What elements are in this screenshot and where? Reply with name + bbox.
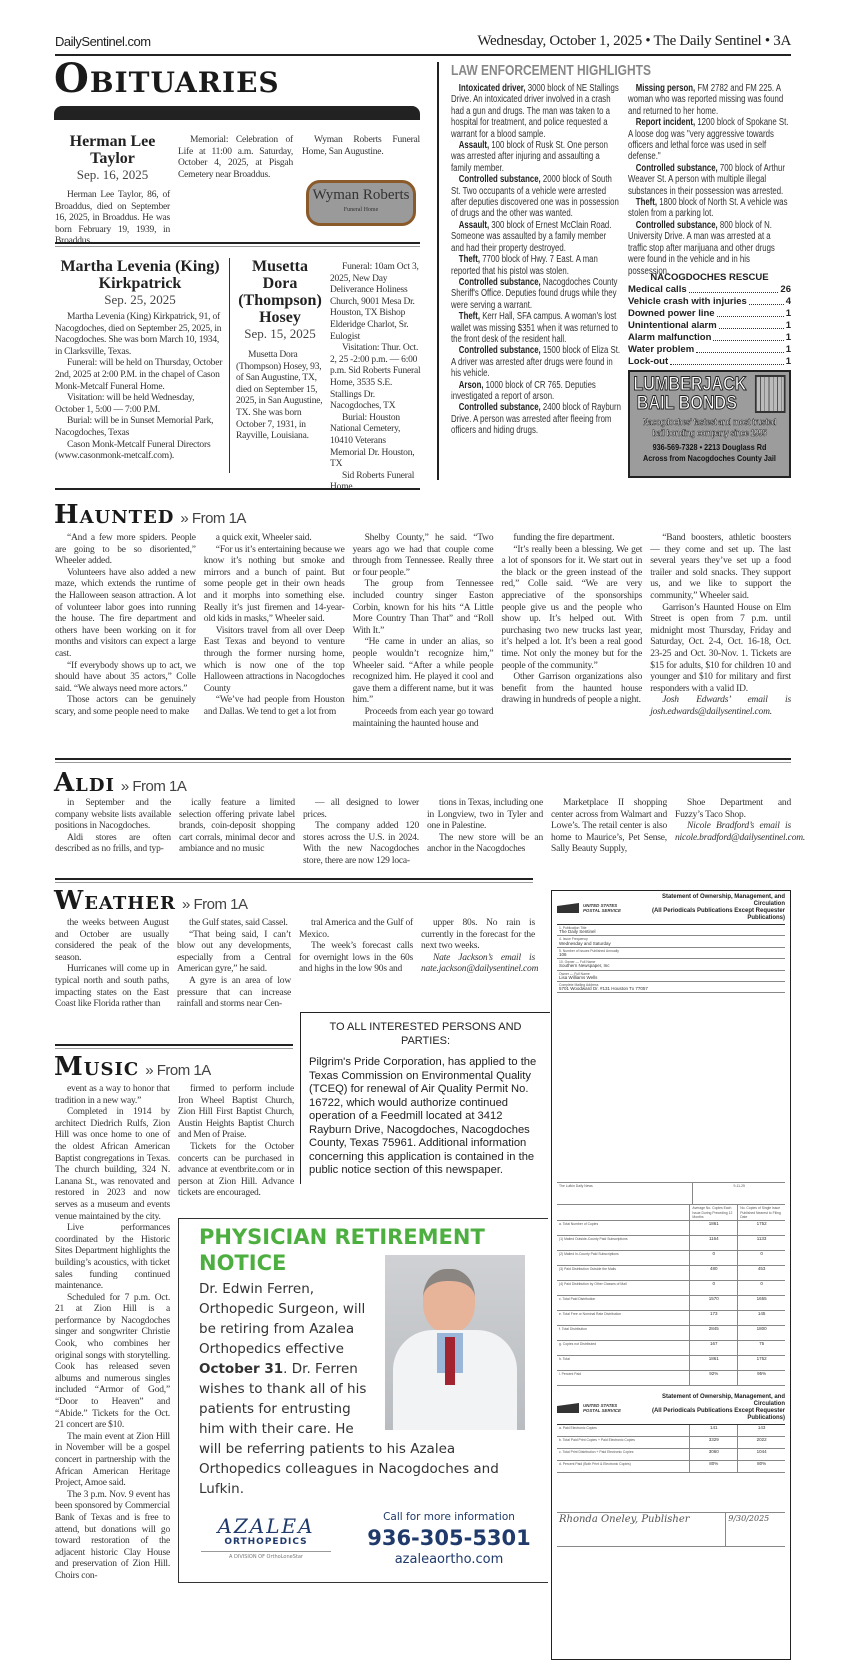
public-notice (300, 1012, 550, 1184)
aldi-title: Aldi » From 1A (54, 768, 187, 798)
physician-retirement-ad[interactable] (178, 1218, 548, 1583)
paragraph: Volunteers have also added a new maze, which extends the runtime of the Halloween season attraction. A lot of volunteer labor goes into running the house. The fire department and others have been working on it for months and visitors can expect a large cast. (55, 567, 196, 659)
form-row: (4) Paid Distribution by Other Classes of Mail 0 0 (557, 1281, 785, 1296)
law-item: Theft, Kerr Hall, SFA campus. A woman's lost wallet was missing $351 when it was returned to the front desk of the resident hall. (451, 311, 618, 345)
story-column (204, 533, 345, 719)
obit-text: Memorial: Celebration of Life at 11:00 a.m. Saturday, October 4, 2025, at Pisgah Cemetery near Broaddus. (178, 135, 293, 180)
paragraph: — all designed to lower prices. (303, 798, 419, 820)
paragraph: “And a few more spiders. People are going to be so disoriented,” Wheeler added. (55, 533, 196, 567)
paragraph: “We’ve had people from Houston and Dallas. We tend to get a lot from (203, 695, 345, 717)
form-row: g. Copies not Distributed 167 75 (557, 1341, 785, 1356)
paragraph: tions in Texas, including one in Longview, two in Tyler and one in Palestine. (427, 798, 543, 832)
form-title: Statement of Ownership, Management, and Circulation (661, 1394, 785, 1408)
ad-body: Dr. Edwin Ferren, Orthopedic Surgeon, will be retiring from Azalea Orthopedics effective October 31. Dr. Ferren wishes to thank all of his patients for entrusting him with their care. He will be referring patients to his Azalea Orthopedics colleagues in Nacogdoches and Lufkin. (199, 1281, 499, 1497)
law-column (628, 83, 791, 277)
story-column (55, 533, 196, 719)
paragraph: “He came in under an alias, so people wouldn’t recognize him,” Wheeler said. “After a while people recognized him. He played it cool and gave them a different name, but it was him.” (352, 637, 494, 706)
story-column (675, 798, 806, 844)
law-item: Missing person, FM 2782 and FM 225. A woman who was reported missing was found and returned to her home. (628, 83, 784, 117)
paragraph: A gyre is an area of low pressure that can increase rainfall and storms near Cen- (177, 975, 291, 1010)
paragraph: “It’s really been a blessing. We get a lot of sponsors for it. We start out in the black or the green instead of the red,” Colle said. “We are very appreciative of the sponsorships people give us and the people who show up. It’s helped out. With purchasing two new trucks last year, it’s helped a lot. It’s been a real good time. Not only the money but for the people of the community.” (501, 544, 643, 671)
notice-title: TO ALL INTERESTED PERSONS AND PARTIES: (329, 1021, 522, 1047)
law-item: Controlled substance, Nacogdoches County Sheriff's Office. Deputies found drugs while they were serving a warrant. (451, 276, 618, 311)
story-column (353, 533, 494, 730)
paragraph: in September and the company website lists available positions in Nacogdoches. (55, 798, 171, 832)
law-item: Theft, 1800 block of North St. A vehicle was stolen from a parking lot. (628, 197, 788, 220)
paragraph: event as a way to honor that tradition in a new way.” (55, 1084, 170, 1106)
form-row: 1. Publication Title The Daily Sentinel (557, 925, 785, 936)
paragraph: Aldi stores are often described as no frills, and typ- (55, 832, 171, 855)
paragraph: Other Garrison organizations also benefit from the haunted house drawing in hundreds of people a night. (501, 672, 643, 706)
divider (55, 882, 533, 883)
form-row: c. Total Print Distribution + Paid Electronic Copies 3060 1044 (557, 1449, 785, 1461)
obit-text: Wyman Roberts Funeral Home, San Augustine. (302, 135, 420, 157)
form-row: (3) Paid Distribution Outside the Mails 480 453 (557, 1266, 785, 1281)
ad-tagline: Nacogdoches' fastest and most trusted (642, 417, 777, 427)
byline: Nate Jackson’s email is nate.jackson@dailysentinel.com (421, 952, 539, 975)
rescue-title: NACOGDOCHES RESCUE (650, 272, 769, 283)
usps-brand: UNITED STATES POSTAL SERVICE (583, 903, 621, 913)
rescue-row: Lock-out 1 (628, 356, 791, 367)
obit-date: Sep. 25, 2025 (104, 292, 176, 307)
story-column (421, 918, 539, 976)
form-subtitle: (All Periodicals Publications Except Requester Publications) (651, 1408, 785, 1422)
paragraph: The week’s forecast calls for overnight lows in the 60s and highs in the low 90s and (299, 941, 413, 975)
story-column (299, 918, 413, 976)
form-row: (2) Mailed In-County Paid Subscriptions 0 0 (557, 1251, 785, 1266)
paragraph: Scheduled for 7 p.m. Oct. 21 at Zion Hill is a performance by Nacogdoches singer and songwriter Christie Cook, who combines her original songs with storytelling. Cook has released seven albums and numerous singles included “Armor of God,” “Door to Heaven” and “Abide.” Tickets for the Oct. 21 concert are $10. (55, 1292, 170, 1431)
music-title: Music » From 1A (54, 1052, 211, 1082)
story-column (501, 533, 642, 707)
ad-line: LUMBERJACK (633, 374, 747, 395)
circ-header: Average No. Copies Each Issue During Preceding 12 Months (690, 1205, 738, 1220)
rescue-box (628, 272, 791, 368)
paragraph: “Band boosters, athletic boosters — they come and set up. The last several years they’ve set up a food trailer and sold snacks. They support us, and we like to support the community,” Wheeler said. (650, 533, 791, 601)
paragraph: The main event at Zion Hill in November will be a gospel concert in partnership with the African American Heritage Project, Amoe said. (55, 1431, 170, 1489)
paragraph: a quick exit, Wheeler said. (215, 533, 312, 543)
law-item: Controlled substance, 2400 block of Rayburn Drive. A person was arrested after fleeing from officers and hiding drugs. (451, 402, 621, 437)
usps-eagle-icon (557, 1403, 579, 1413)
usps-eagle-icon (557, 903, 579, 913)
sign-date: 9/30/2025 (728, 1514, 770, 1524)
rescue-row: Downed power line 1 (628, 308, 791, 319)
paragraph: Proceeds from each year go toward maintaining the haunted house and (352, 706, 494, 729)
divider (55, 878, 533, 880)
story-column (55, 798, 171, 856)
obit-date: Sep. 16, 2025 (76, 167, 149, 182)
ad-contact: 936-569-7328 • 2213 Douglass Rd (652, 442, 767, 452)
form-row: c. Total Paid Distribution 1570 1655 (557, 1296, 785, 1311)
law-item: Theft, 7700 block of Hwy. 7 East. A man reported that his pistol was stolen. (451, 254, 598, 277)
byline: Nicole Bradford’s email is nicole.bradford@dailysentinel.com. (675, 821, 806, 843)
story-column (179, 798, 295, 856)
divider (55, 1044, 293, 1046)
paragraph: Garrison’s Haunted House on Elm Street is open from 7 p.m. until midnight most Thursday, Friday and Saturday, Oct. 2-4, Oct. 16-18, Oct. 23-25 and Oct. 30-Nov. 1. Tickets are $15 for adults, $10 for children 10 and younger and $10 for military and first responders with a valid ID. (650, 602, 791, 694)
divider (55, 246, 420, 247)
jump-label: » From 1A (181, 896, 248, 913)
paragraph: Tickets for the October concerts can be purchased in advance at eventbrite.com or in person at Zion Hill. Advance tickets are encouraged. (178, 1141, 294, 1199)
circ-pub-title: The Lufkin Daily News (557, 1183, 693, 1204)
story-column (177, 918, 291, 1011)
dateline: Wednesday, October 1, 2025 • The Daily Sentinel • 3A (477, 33, 791, 49)
byline: Josh Edwards’ email is josh.edwards@dailysentinel.com. (650, 695, 791, 717)
form-title: Statement of Ownership, Management, and Circulation (661, 894, 785, 907)
law-item: Arson, 1000 block of CR 765. Deputies investigated a report of arson. (451, 379, 596, 402)
rescue-row: Vehicle crash with injuries 4 (628, 296, 791, 307)
form-row: Owner — Full Name Lisa Williams Wells (557, 971, 785, 982)
obit-name: Martha Levenia (King) Kirkpatrick (60, 258, 220, 292)
form-row: i. Percent Paid 92% 95% (557, 1371, 785, 1386)
paragraph: The company added 120 stores across the U.S. in 2024. With the new Nacogdoches store, there are now 129 loca- (303, 821, 419, 866)
paragraph: Cason Monk-Metcalf Funeral Directors (www.casonmonk-metcalf.com). (55, 439, 211, 462)
bail-bonds-ad[interactable] (628, 370, 791, 478)
ad-call-label: Call for more information (383, 1511, 515, 1523)
paragraph: Sid Roberts Funeral (342, 470, 415, 481)
paragraph: The group from Tennessee included country singer Easton Corbin, known for his hits “A Little More Country Than That” and “Roll With It.” (352, 579, 494, 636)
law-item: Controlled substance, 700 block of Arthur Weaver St. A person with multiple illegal substances in their possession was arrested. (628, 162, 785, 197)
circ-header: No. Copies of Single Issue Published Nearest to Filing Date (740, 1206, 781, 1219)
form-row: f. Total Distribution 2845 1800 (557, 1326, 785, 1341)
jump-label: » From 1A (120, 778, 187, 795)
law-item: Controlled substance, 2000 block of South St. Two occupants of a vehicle were arrested after deputies discovered one was in possession of drugs and the other was wanted. (451, 174, 619, 220)
signature: Rhonda Oneley, Publisher (559, 1514, 690, 1526)
rescue-row: Unintentional alarm 1 (628, 320, 791, 331)
form-row: Complete Mailing Address 5701 Woodward Dr. #131 Houston Tx 77057 (557, 982, 785, 993)
form-row: b. Total Paid Print Copies + Paid Electronic Copies 3329 2022 (557, 1437, 785, 1449)
form-row: (1) Mailed Outside-County Paid Subscriptions 1164 1133 (557, 1236, 785, 1251)
usps-brand: UNITED STATES POSTAL SERVICE (583, 1403, 621, 1414)
paragraph: Shoe Department and Fuzzy’s Taco Shop. (675, 798, 791, 820)
paragraph: ically feature a limited selection offering private label brands, coin-deposit shopping cart corrals, minimal decor and ambiance and no music (179, 798, 295, 855)
form-subtitle: (All Periodicals Publications Except Requester Publications) (651, 908, 785, 921)
column-divider (229, 258, 230, 473)
paragraph: Visitors travel from all over Deep East Texas and beyond to venture through the former nursing home, which is now one of the top Halloween attractions in Nacogdoches County (203, 625, 345, 694)
form-row: d. Percent Paid (Both Print & Electronic Copies) 80% 80% (557, 1461, 785, 1473)
ad-title: PHYSICIAN RETIREMENT (199, 1225, 485, 1249)
story-column (427, 798, 543, 856)
form-row: h. Total 1861 1752 (557, 1356, 785, 1371)
law-item: Assault, 300 block of Ernest McClain Road. Someone was assaulted by a family member and had their property destroyed. (451, 219, 612, 254)
ad-title: NOTICE (199, 1251, 287, 1275)
divider (55, 242, 420, 244)
site-url: DailySentinel.com (55, 34, 151, 49)
usps-statement-form (551, 890, 791, 1660)
obit-text: Herman Lee Taylor, 86, of Broaddus, died on September 16, 2025, in Broaddus. He was born February 19, 1939, in (55, 190, 170, 235)
law-title: LAW ENFORCEMENT HIGHLIGHTS (451, 62, 651, 79)
paragraph: funding the fire department. (513, 533, 615, 543)
law-item: Controlled substance, 800 block of N. University Drive. A man was arrested at a traffic stop after marijuana and other drugs were found in the vehicle and in his possession. (628, 219, 775, 277)
story-column (55, 918, 169, 1011)
jump-label: » From 1A (180, 510, 246, 527)
jump-label: » From 1A (145, 1062, 211, 1079)
paragraph: “If everybody shows up to act, we should have about 35 actors,” Colle said. “We always need more actors.” (55, 660, 196, 694)
paragraph: Shelby County,” he said. “Two years ago we had that couple come through from Tennessee. Really three or four people.” (352, 533, 494, 578)
law-item: Intoxicated driver, 3000 block of NE Stallings Drive. An intoxicated driver involved in a crash had a gun and drugs. The man was taken to a hospital for treatment, and police requested a warrant for a blood sample. (451, 83, 619, 140)
rescue-row: Medical calls 26 (628, 284, 791, 295)
divider (55, 1048, 293, 1049)
ad-tagline: bail bonding company since 1995 (652, 428, 767, 438)
law-item: Controlled substance, 1500 block of Eliza St. A driver was arrested after drugs were found in his vehicle. (451, 345, 621, 380)
form-row: 4. Issue Frequency Wednesday and Saturday (557, 936, 785, 947)
paragraph: Funeral: will be held on Thursday, October 2nd, 2025 at 2:00 P.M. in the chapel of Cason Monk-Metcalf Funeral Home. (55, 358, 223, 392)
paragraph: The new store will be an anchor in the Nacogdoches (427, 832, 543, 855)
form-row: 10. Owner — Full Name Southern Newspaper, Inc (557, 959, 785, 970)
paragraph: Hurricanes will come up in typical north and south paths, impacting states on the East Coast like Florida rather than (55, 964, 169, 1010)
paragraph: Those actors can be genuinely scary, and some people need to make (55, 695, 196, 717)
sidebar-border (437, 62, 439, 480)
notice-body: Pilgrim's Pride Corporation, has applied to the Texas Commission on Environmental Quality (TCEQ) for renewal of Air Quality Permit No. 16722, which would authorize continued operation of a Feedmill located at 3412 Rayburn Drive, Nacogdoches, Nacogdoches County, Texas 75961. Additional information concerning this application is contained in the public notice section of this newspaper. (309, 1056, 537, 1176)
ad-line: BAIL BONDS (636, 393, 738, 414)
paragraph: Musetta Dora (Thompson) Hosey, 93, of San Augustine, TX, died on September 15, 2025, in San Augustine, TX. She was born October 7, 1931, in Rayville, Louisiana. (236, 350, 323, 442)
funeral-home-logo: Wyman Roberts Funeral Home (306, 180, 416, 226)
form-row: e. Total Free or Nominal Rate Distribution 173 145 (557, 1311, 785, 1326)
azalea-logo: AZALEA ORTHOPEDICS A DIVISION OF OrthoLoneStar (191, 1515, 341, 1560)
obituaries-title: Obituaries (54, 55, 280, 102)
obit-name: Herman Lee Taylor (69, 133, 156, 167)
paragraph: Burial: Houston National Cemetery, 10410 Veterans Memorial Dr. Houston, TX (330, 412, 415, 470)
form-row: a. Paid Electronic Copies 141 143 (557, 1425, 785, 1437)
paragraph: Visitation: will be held Wednesday, October 1, 5:00 — 7:00 P.M. (55, 393, 195, 415)
paragraph: Visitation: Thur. Oct. 2, 25 -2:00 p.m. — 6:00 p.m. Sid Roberts Funeral Home, 3535 S.E. Stallings Dr. Nacogdoches, TX (330, 343, 421, 412)
law-item: Assault, 100 block of Rusk St. One person was arrested after injuring and assaulting a family member. (451, 140, 608, 174)
story-column (303, 798, 419, 868)
ad-website[interactable]: azaleaortho.com (394, 1552, 504, 1567)
weather-title: Weather » From 1A (54, 886, 248, 916)
story-column (650, 533, 791, 719)
paragraph: Funeral: 10am Oct 3, 2025, New Day Deliverance Holiness Church, 9001 Mesa Dr. Houston, TX Bishop Elderidge Charlot, Sr. Eulogist (330, 262, 419, 342)
law-item: Report incident, 1200 block of Spokane St. A loose dog was "very aggressive towards officers and lethal force was used in self defense." (628, 117, 789, 163)
paragraph: Marketplace II shopping center across from Walmart and Lowe’s. The retail center is also home to Maurice’s, Pet Sense, Sally Beauty Supply, (551, 798, 667, 855)
form-row: 5. Number of Issues Published Annually 106 (557, 948, 785, 959)
obit-date: Sep. 15, 2025 (244, 326, 316, 341)
rescue-row: Alarm malfunction 1 (628, 332, 791, 343)
paragraph: Live performances coordinated by the Historic Sites Department highlights the building’s acoustics, with ticket sales funding continued maintenance. (55, 1223, 170, 1292)
ad-phone[interactable]: 936-305-5301 (367, 1526, 531, 1550)
haunted-title: Haunted » From 1A (54, 500, 246, 530)
ad-location: Across from Nacogdoches County Jail (643, 452, 776, 463)
paragraph: tral America and the Gulf of Mexico. (299, 918, 413, 940)
paragraph: “For us it’s entertaining because we know it’s nothing but smoke and mirrors and a bunch of paint. But some people get in their own heads and it morphs into something else. Really it’s just firemen and 14-year-old kids in masks,” Wheeler said. (203, 544, 345, 625)
paragraph: firmed to perform include Iron Wheel Baptist Church, Zion Hill First Baptist Church, Austin Heights Baptist Church and Men of Praise. (178, 1084, 294, 1141)
circ-date: 9-11-25 (733, 1184, 745, 1189)
form-row: a. Total Number of Copies 1861 1752 (557, 1221, 785, 1236)
paragraph: Martha Levenia (King) Kirkpatrick, 91, of Nacogdoches, died on September 25, 2025, in Nacogdoches. She was born March 10, 1934, in Clarksville, Texas. (55, 312, 222, 357)
paragraph: Completed in 1914 by architect Diedrich Rulfs, Zion Hill was once home to one of the oldest African American Baptist congregations in Texas. The church building, 324 N. Lanana St., was renovated and restored in 2023 and now serves as a museum and events venue maintained by the city. (55, 1107, 170, 1222)
paragraph: “That being said, I can’t blow out any developments, especially from a Central American gyre,” he said. (177, 929, 291, 975)
paragraph: Burial: will be in Sunset Memorial Park, Nacogdoches, Texas (55, 416, 214, 438)
obit-name: Musetta Dora (Thompson) Hosey (238, 258, 322, 326)
title-bar (54, 106, 420, 120)
music-column (178, 1084, 294, 1200)
rescue-row: Water problem 1 (628, 344, 791, 355)
story-column (551, 798, 667, 856)
divider (55, 488, 420, 490)
paragraph: upper 80s. No rain is currently in the forecast for the next two weeks. (421, 918, 535, 952)
jail-cartoon-icon (755, 375, 786, 413)
music-column (55, 1084, 170, 1583)
paragraph: the Gulf states, said Cassel. (189, 918, 288, 928)
divider (55, 758, 791, 760)
paragraph: The 3 p.m. Nov. 9 event has been sponsored by Commercial Bank of Texas and is free to attend, but donations will go toward restoration of the adjacent historic Clay House and preservation of Zion Hill. Choirs con- (55, 1489, 170, 1581)
paragraph: the weeks between August and October are usually considered the peak of the season. (55, 918, 169, 963)
law-column (451, 83, 621, 437)
divider (55, 762, 791, 763)
